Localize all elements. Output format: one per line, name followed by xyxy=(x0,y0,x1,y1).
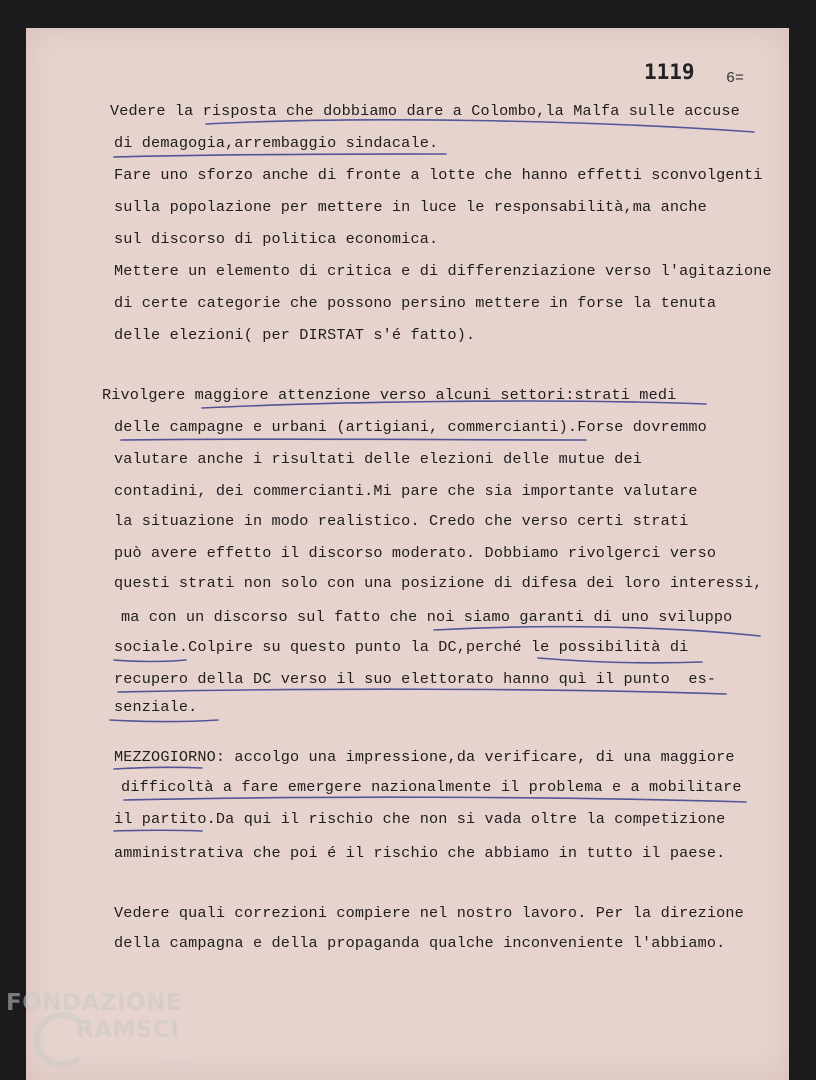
text-line: Fare uno sforzo anche di fronte a lotte che hanno effetti sconvolgenti xyxy=(114,166,763,184)
underline-mark xyxy=(121,439,586,440)
underline-mark xyxy=(114,767,202,769)
text-line: contadini, dei commercianti.Mi pare che sia importante valutare xyxy=(114,482,698,500)
watermark-tag: onlus xyxy=(166,1058,193,1068)
text-line: di demagogia,arrembaggio sindacale. xyxy=(114,134,439,152)
page-number: 1119 xyxy=(644,60,695,84)
text-line: delle elezioni( per DIRSTAT s'é fatto). xyxy=(114,326,476,344)
text-line: della campagna e della propaganda qualche inconveniente l'abbiamo. xyxy=(114,934,726,952)
underline-mark xyxy=(118,689,726,694)
text-line: difficoltà a fare emergere nazionalmente il problema e a mobilitare xyxy=(121,778,742,796)
document-page xyxy=(26,28,789,1080)
text-line: senziale. xyxy=(114,698,198,716)
text-line: la situazione in modo realistico. Credo che verso certi strati xyxy=(114,512,689,530)
text-line: sociale.Colpire su questo punto la DC,perché le possibilità di xyxy=(114,638,689,656)
underline-mark xyxy=(434,627,760,636)
text-line: MEZZOGIORNO: accolgo una impressione,da verificare, di una maggiore xyxy=(114,748,735,766)
underline-mark xyxy=(124,797,746,802)
text-line: amministrativa che poi é il rischio che abbiamo in tutto il paese. xyxy=(114,844,726,862)
underline-mark xyxy=(206,120,754,132)
underline-mark xyxy=(110,720,218,722)
underline-mark xyxy=(538,658,702,663)
page-suffix: 6= xyxy=(726,70,745,87)
watermark-logo xyxy=(6,990,193,1068)
text-line: sulla popolazione per mettere in luce le responsabilità,ma anche xyxy=(114,198,707,216)
text-line: valutare anche i risultati delle elezioni delle mutue dei xyxy=(114,450,643,468)
text-line: di certe categorie che possono persino mettere in forse la tenuta xyxy=(114,294,717,312)
text-line: può avere effetto il discorso moderato. Dobbiamo rivolgerci verso xyxy=(114,544,717,562)
text-line: sul discorso di politica economica. xyxy=(114,230,439,248)
text-line: il partito.Da qui il rischio che non si vada oltre la competizione xyxy=(114,810,726,828)
text-line: ma con un discorso sul fatto che noi siamo garanti di uno sviluppo xyxy=(121,608,733,626)
text-line: Rivolgere maggiore attenzione verso alcuni settori:strati medi xyxy=(102,386,677,404)
text-line: Mettere un elemento di critica e di differenziazione verso l'agitazione xyxy=(114,262,772,280)
underline-mark xyxy=(114,660,186,662)
text-line: recupero della DC verso il suo elettorato hanno quì il punto es- xyxy=(114,670,717,688)
underline-mark xyxy=(114,830,202,831)
text-line: Vedere la risposta che dobbiamo dare a Colombo,la Malfa sulle accuse xyxy=(110,102,740,120)
watermark-line1: FONDAZIONE xyxy=(6,990,183,1016)
text-line: delle campagne e urbani (artigiani, commercianti).Forse dovremmo xyxy=(114,418,707,436)
underline-mark xyxy=(114,154,446,157)
text-line: questi strati non solo con una posizione di difesa dei loro interessi, xyxy=(114,574,763,592)
watermark-line2: RAMSCI xyxy=(76,1017,180,1043)
text-line: Vedere quali correzioni compiere nel nostro lavoro. Per la direzione xyxy=(114,904,744,922)
